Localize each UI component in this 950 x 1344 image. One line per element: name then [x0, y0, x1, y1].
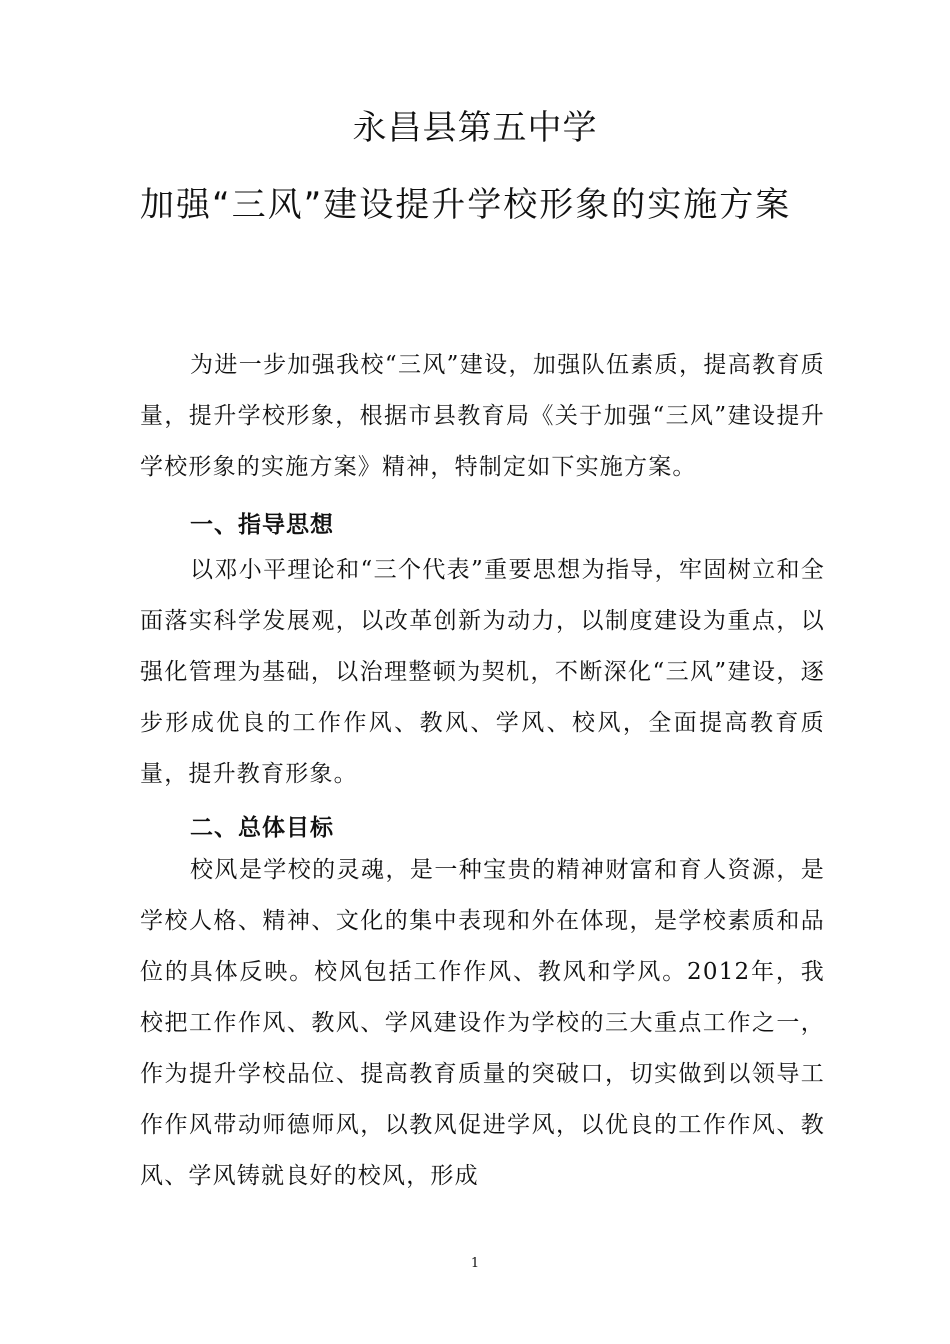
- section-1-heading: 一、指导思想: [190, 512, 334, 538]
- intro-paragraph: 为进一步加强我校“三风”建设，加强队伍素质，提高教育质量，提升学校形象，根据市县教育局《关于加强“三风”建设提升学校形象的实施方案》精神，特制定如下实施方案。: [140, 352, 825, 480]
- section-1-paragraph: 以邓小平理论和“三个代表”重要思想为指导，牢固树立和全面落实科学发展观，以改革创新为动力，以制度建设为重点，以强化管理为基础，以治理整顿为契机，不断深化“三风”建设，逐步形成优良的工作作风、教风、学风、校风，全面提高教育质量，提升教育形象。: [140, 557, 825, 787]
- school-name: 永昌县第五中学: [352, 108, 598, 148]
- document-title: 加强“三风”建设提升学校形象的实施方案: [140, 185, 792, 225]
- section-2-paragraph: 校风是学校的灵魂，是一种宝贵的精神财富和育人资源，是学校人格、精神、文化的集中表现和外在体现，是学校素质和品位的具体反映。校风包括工作作风、教风和学风。2012年，我校把工作作风、教风、学风建设作为学校的三大重点工作之一，作为提升学校品位、提高教育质量的突破口，切实做到以领导工作作风带动师德师风，以教风促进学风，以优良的工作作风、教风、学风铸就良好的校风，形成: [140, 857, 825, 1189]
- section-2-heading: 二、总体目标: [190, 815, 334, 841]
- page-number: 1: [470, 1256, 480, 1271]
